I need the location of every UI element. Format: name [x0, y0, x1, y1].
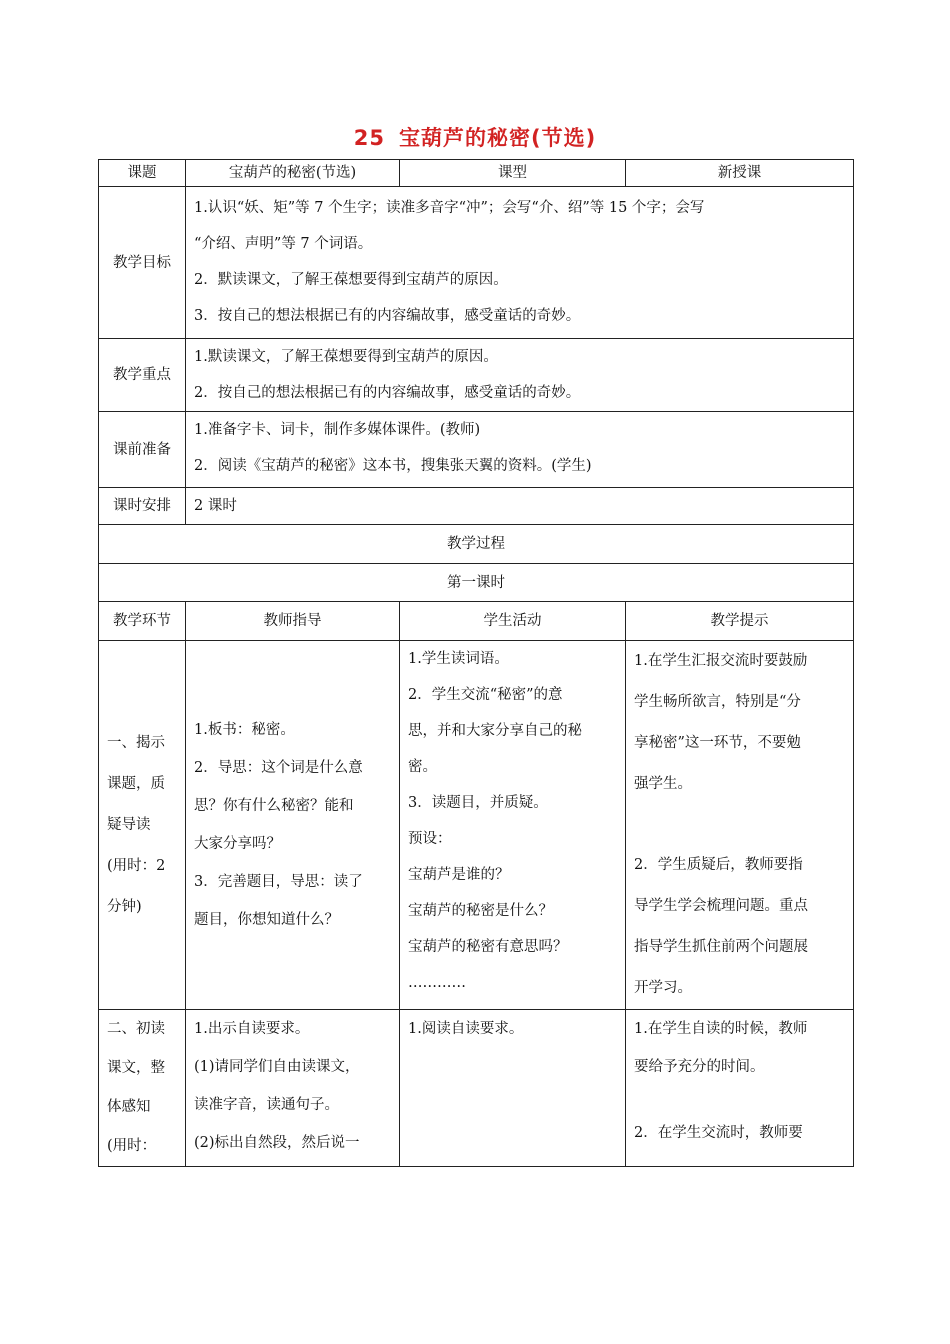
goals-content: [186, 187, 854, 339]
lesson-number: 25: [353, 126, 386, 150]
schedule-row: [99, 488, 854, 525]
teacher-cell: 1.出示自读要求。 (1)请同学们自由读课文， 读准字音，读通句子。 (2)标出自然段，然后说一: [186, 1010, 400, 1167]
type-label: 课型: [400, 160, 626, 187]
goals-row: [99, 187, 854, 339]
preparation-label: 课前准备: [99, 412, 186, 488]
student-cell: 1.学生读词语。 2．学生交流“秘密”的意 思，并和大家分享自己的秘 密。 3．读题目，并质疑。 预设： 宝葫芦是谁的？ 宝葫芦的秘密是什么？ 宝葫芦的秘密有意思吗？ …………: [400, 641, 626, 1010]
column-header: 教师指导: [186, 602, 400, 641]
goals-label: 教学目标: [99, 187, 186, 339]
column-header: 教学提示: [626, 602, 854, 641]
preparation-row: [99, 412, 854, 488]
topic-label: 课题: [99, 160, 186, 187]
goal-line: 2．默读课文，了解王葆想要得到宝葫芦的原因。: [194, 272, 508, 288]
lesson-title: 宝葫芦的秘密(节选): [399, 126, 597, 150]
goal-line: 1.认识“妖、矩”等 7 个生字；读准多音字“冲”；会写“介、绍”等 15 个字；会写: [194, 200, 705, 216]
lesson-plan-table: [98, 159, 854, 1167]
stage-cell: 一、揭示 课题，质 疑导读 (用时：2 分钟): [99, 641, 186, 1010]
process-row: [99, 525, 854, 564]
goal-line: 3．按自己的想法根据已有的内容编故事，感受童话的奇妙。: [194, 308, 581, 324]
lesson-title-cell: 第一课时: [99, 564, 854, 602]
table-row: [99, 1010, 854, 1167]
tips-cell: 1.在学生自读的时候，教师 要给予充分的时间。 2．在学生交流时，教师要: [626, 1010, 854, 1167]
key-point-line: 2．按自己的想法根据已有的内容编故事，感受童话的奇妙。: [194, 385, 581, 401]
page-title: [0, 122, 950, 152]
type-value: 新授课: [626, 160, 854, 187]
tips-cell: 1.在学生汇报交流时要鼓励 学生畅所欲言，特别是“分 享秘密”这一环节，不要勉 强学生。 2．学生质疑后，教师要指 导学生学会梳理问题。重点 指导学生抓住前两个问题展 开学习。: [626, 641, 854, 1010]
info-row: [99, 160, 854, 187]
preparation-line: 2．阅读《宝葫芦的秘密》这本书，搜集张天翼的资料。(学生): [194, 458, 592, 474]
column-header: 学生活动: [400, 602, 626, 641]
stage-cell: 二、初读 课文，整 体感知 (用时：: [99, 1010, 186, 1167]
teacher-cell: 1.板书：秘密。 2．导思：这个词是什么意 思？你有什么秘密？能和 大家分享吗？ 3．完善题目，导思：读了 题目，你想知道什么？: [186, 641, 400, 1010]
key-points-label: 教学重点: [99, 339, 186, 412]
schedule-label: 课时安排: [99, 488, 186, 525]
preparation-line: 1.准备字卡、词卡，制作多媒体课件。(教师): [194, 422, 481, 438]
key-points-content: [186, 339, 854, 412]
table-row: [99, 641, 854, 1010]
preparation-content: [186, 412, 854, 488]
column-header-row: [99, 602, 854, 641]
column-header: 教学环节: [99, 602, 186, 641]
goal-line: “介绍、声明”等 7 个词语。: [194, 236, 373, 252]
process-title: 教学过程: [99, 525, 854, 564]
key-points-row: [99, 339, 854, 412]
topic-value: 宝葫芦的秘密(节选): [186, 160, 400, 187]
schedule-value: 2 课时: [186, 488, 854, 525]
student-cell: 1.阅读自读要求。: [400, 1010, 626, 1167]
lesson-row: [99, 564, 854, 602]
key-point-line: 1.默读课文，了解王葆想要得到宝葫芦的原因。: [194, 349, 498, 365]
